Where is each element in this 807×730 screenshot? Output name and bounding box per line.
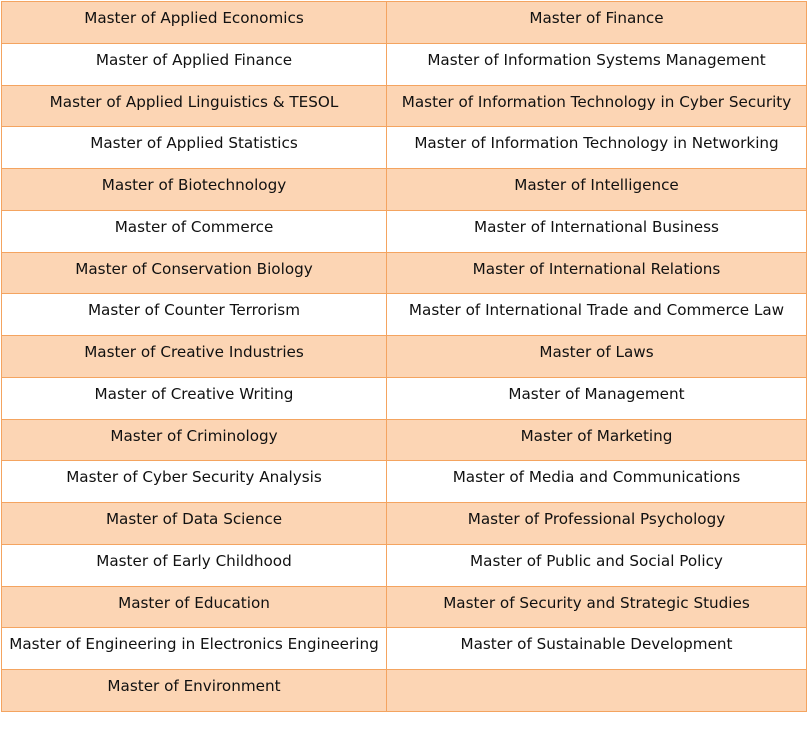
- table-cell: Master of Media and Communications: [387, 461, 807, 503]
- table-cell: Master of Laws: [387, 336, 807, 378]
- degree-table: [1, 1, 807, 712]
- table-cell: Master of Counter Terrorism: [2, 294, 387, 336]
- table-cell: Master of Education: [2, 586, 387, 628]
- table-cell: Master of Information Systems Management: [387, 43, 807, 85]
- table-cell: Master of Finance: [387, 2, 807, 44]
- table-cell: [387, 670, 807, 712]
- table-cell: Master of International Business: [387, 210, 807, 252]
- table-row: [2, 85, 807, 127]
- table-row: [2, 544, 807, 586]
- table-cell: Master of Security and Strategic Studies: [387, 586, 807, 628]
- table-row: [2, 2, 807, 44]
- table-row: [2, 294, 807, 336]
- table-row: [2, 503, 807, 545]
- table-cell: Master of Commerce: [2, 210, 387, 252]
- table-cell: Master of Engineering in Electronics Engineering: [2, 628, 387, 670]
- table-cell: Master of Intelligence: [387, 169, 807, 211]
- table-row: [2, 586, 807, 628]
- table-cell: Master of Data Science: [2, 503, 387, 545]
- table-row: [2, 169, 807, 211]
- table-cell: Master of Environment: [2, 670, 387, 712]
- table-cell: Master of Creative Writing: [2, 377, 387, 419]
- table-cell: Master of Information Technology in Networking: [387, 127, 807, 169]
- table-cell: Master of Management: [387, 377, 807, 419]
- table-row: [2, 336, 807, 378]
- table-cell: Master of Marketing: [387, 419, 807, 461]
- table-cell: Master of Information Technology in Cyber Security: [387, 85, 807, 127]
- table-cell: Master of Cyber Security Analysis: [2, 461, 387, 503]
- table-row: [2, 419, 807, 461]
- table-row: [2, 43, 807, 85]
- table-cell: Master of Biotechnology: [2, 169, 387, 211]
- table-row: [2, 670, 807, 712]
- table-cell: Master of Criminology: [2, 419, 387, 461]
- table-row: [2, 252, 807, 294]
- table-row: [2, 461, 807, 503]
- table-cell: Master of Applied Statistics: [2, 127, 387, 169]
- table-cell: Master of Sustainable Development: [387, 628, 807, 670]
- table-cell: Master of International Trade and Commerce Law: [387, 294, 807, 336]
- degree-table-body: [2, 2, 807, 712]
- table-cell: Master of International Relations: [387, 252, 807, 294]
- table-cell: Master of Conservation Biology: [2, 252, 387, 294]
- table-cell: Master of Professional Psychology: [387, 503, 807, 545]
- table-cell: Master of Creative Industries: [2, 336, 387, 378]
- table-row: [2, 628, 807, 670]
- table-row: [2, 377, 807, 419]
- table-cell: Master of Applied Finance: [2, 43, 387, 85]
- table-row: [2, 210, 807, 252]
- table-cell: Master of Early Childhood: [2, 544, 387, 586]
- table-cell: Master of Applied Linguistics & TESOL: [2, 85, 387, 127]
- table-row: [2, 127, 807, 169]
- table-cell: Master of Public and Social Policy: [387, 544, 807, 586]
- table-cell: Master of Applied Economics: [2, 2, 387, 44]
